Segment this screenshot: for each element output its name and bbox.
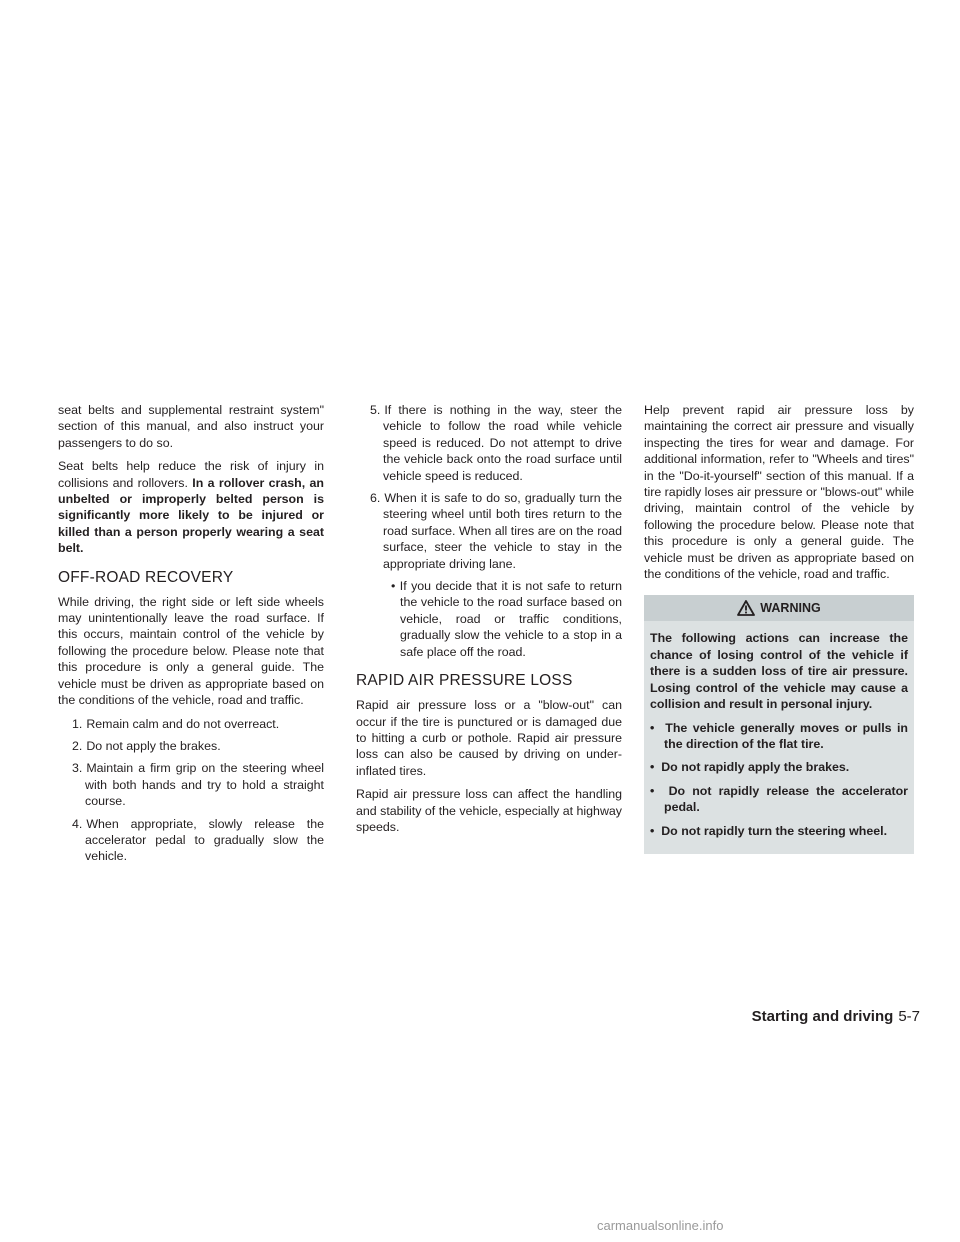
step-text: If there is nothing in the way, steer the vehicle to follow the road while vehicle speed is reduced. Do not attempt to drive the vehicle back onto the road surface until vehicle speed is reduced. xyxy=(383,403,622,483)
step-item xyxy=(58,738,324,754)
sub-bullet-text: If you decide that it is not safe to return the vehicle to the road surface based on vehicle, road or traffic conditions, gradually slow the vehicle to a stop in a safe place off the road. xyxy=(399,579,623,659)
middle-column xyxy=(356,402,622,842)
warning-title: WARNING xyxy=(760,601,821,616)
seat-belt-emphasis: In a rollover crash, an unbelted or improperly belted person is significantly more likely to be injured or killed than a person properly wearing a seat belt. xyxy=(58,475,324,556)
step-text: Maintain a firm grip on the steering wheel with both hands and try to hold a straight course. xyxy=(85,761,324,809)
sub-bullet-item xyxy=(356,578,622,660)
warning-body xyxy=(644,621,914,853)
warning-bullet-text: The vehicle generally moves or pulls in the direction of the flat tire. xyxy=(664,720,908,751)
seat-belt-paragraph xyxy=(58,458,324,556)
step-text: When appropriate, slowly release the accelerator pedal to gradually slow the vehicle. xyxy=(85,816,324,864)
step-number: 3. xyxy=(72,761,83,776)
warning-bullet xyxy=(650,720,908,753)
step-number: 6. xyxy=(370,491,381,506)
handling-paragraph: Rapid air pressure loss can affect the handling and stability of the vehicle, especially at highway speeds. xyxy=(356,787,622,834)
bullet-dot-icon: • xyxy=(650,823,662,838)
off-road-recovery-heading: OFF-ROAD RECOVERY xyxy=(58,568,234,586)
page-footer xyxy=(752,1008,920,1025)
step-item xyxy=(58,816,324,865)
page-number: 5-7 xyxy=(898,1008,920,1025)
warning-triangle-icon xyxy=(737,600,755,616)
warning-bullets xyxy=(650,720,908,839)
warning-bullet xyxy=(650,759,908,775)
warning-bullet-text: Do not rapidly apply the brakes. xyxy=(661,760,850,775)
step-text: Remain calm and do not overreact. xyxy=(86,716,280,731)
sub-bullet-list xyxy=(356,578,622,660)
off-road-steps-continued xyxy=(356,402,622,572)
bullet-dot-icon: • xyxy=(391,579,400,594)
right-column xyxy=(644,402,914,854)
intro-paragraph: seat belts and supplemental restraint system" section of this manual, and also instruct your passengers to do so. xyxy=(58,403,324,450)
step-item xyxy=(58,716,324,732)
step-number: 1. xyxy=(72,716,83,731)
warning-bullet-text: Do not rapidly turn the steering wheel. xyxy=(661,823,888,838)
step-number: 5. xyxy=(370,403,381,417)
warning-bullet xyxy=(650,823,908,839)
bullet-dot-icon: • xyxy=(650,720,666,735)
warning-intro: The following actions can increase the chance of losing control of the vehicle if there is a sudden loss of tire air pressure. Losing control of the vehicle may cause a collision and result in personal injury. xyxy=(650,631,908,712)
bullet-dot-icon: • xyxy=(650,760,662,775)
prevention-paragraph: Help prevent rapid air pressure loss by maintaining the correct air pressure and visually inspecting the tires for wear and damage. For additional information, refer to "Wheels and tires" in the "Do-it-yourself" section of this manual. If a tire rapidly loses air pressure or "blows-out" while driving, maintain control of the vehicle by following the procedure below. Please note that this procedure is only a general guide. The vehicle must be driven as appropriate based on the conditions of the vehicle, road and traffic. xyxy=(644,403,914,582)
watermark: carmanualsonline.info xyxy=(597,1218,724,1233)
warning-box xyxy=(644,595,914,853)
off-road-steps xyxy=(58,716,324,865)
step-number: 4. xyxy=(72,816,83,831)
bullet-dot-icon: • xyxy=(650,783,669,798)
step-item xyxy=(356,490,622,572)
step-text: When it is safe to do so, gradually turn the steering wheel until both tires return to the road surface. When all tires are on the road surface, steer the vehicle to stay in the appropriate driving lane. xyxy=(383,491,622,571)
footer-section-title: Starting and driving xyxy=(751,1008,894,1025)
warning-header xyxy=(644,595,914,621)
step-number: 2. xyxy=(72,738,83,753)
left-column xyxy=(58,402,324,871)
step-item xyxy=(356,402,622,484)
rapid-air-pressure-loss-heading: RAPID AIR PRESSURE LOSS xyxy=(356,672,573,690)
step-item xyxy=(58,760,324,809)
blowout-paragraph: Rapid air pressure loss or a "blow-out" can occur if the tire is punctured or is damaged due to hitting a curb or pothole. Rapid air pressure loss can also be caused by driving on under-inflated tires. xyxy=(356,698,622,778)
warning-bullet-text: Do not rapidly release the accelerator pedal. xyxy=(664,783,908,815)
off-road-paragraph: While driving, the right side or left side wheels may unintentionally leave the road surface. If this occurs, maintain control of the vehicle by following the procedure below. Please note that this procedure is only a general guide. The vehicle must be driven as appropriate based on the conditions of the vehicle, road and traffic. xyxy=(58,594,324,708)
step-text: Do not apply the brakes. xyxy=(86,738,221,753)
seat-belt-text: Seat belts help reduce the risk of injury in collisions and rollovers. xyxy=(58,459,324,490)
warning-bullet xyxy=(650,783,908,816)
